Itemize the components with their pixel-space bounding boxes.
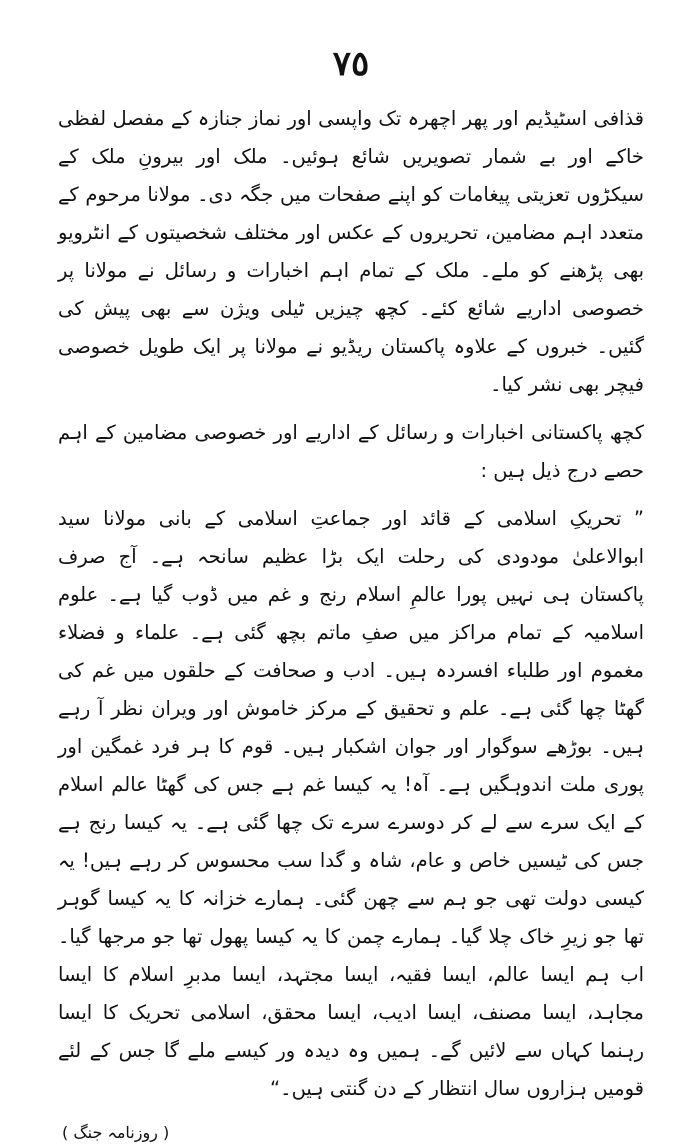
page-number: ٧٥ — [332, 44, 370, 84]
paragraph-coverage: قذافی اسٹیڈیم اور پھر اچھرہ تک واپسی اور نماز جنازہ کے مفصل لفظی خاکے اور بے شمار تصویریں شائع ہوئیں۔ ملک اور بیرونِ ملک کے سیکڑوں تعزیتی پیغامات کو اپنے صفحات میں جگہ دی۔ مولانا مرحوم کے متعدد اہم مضامین، تحریروں کے عکس اور مختلف شخصیتوں کے انٹرویو بھی پڑھنے کو ملے۔ ملک کے تمام اہم اخبارات و رسائل نے مولانا پر خصوصی اداریے شائع کئے۔ کچھ چیزیں ٹیلی ویژن سے بھی پیش کی گئیں۔ خبروں کے علاوہ پاکستان ریڈیو نے مولانا پر ایک طویل خصوصی فیچر بھی نشر کیا۔ — [58, 107, 644, 396]
page-body — [58, 100, 644, 1108]
editorial-quote: ” تحریکِ اسلامی کے قائد اور جماعتِ اسلامی کے بانی مولانا سید ابوالاعلیٰ مودودی کی رحلت ایک بڑا عظیم سانحہ ہے۔ آج صرف پاکستان ہی نہیں پورا عالمِ اسلام رنج و غم میں ڈوب گیا ہے۔ علوم اسلامیہ کے تمام مراکز میں صفِ ماتم بچھ گئی ہے۔ علماء و فضلاء مغموم اور طلباء افسردہ ہیں۔ ادب و صحافت کے حلقوں میں غم کی گھٹا چھا گئی ہے۔ علم و تحقیق کے مرکز خاموش اور ویران نظر آ رہے ہیں۔ بوڑھے سوگوار اور جوان اشکبار ہیں۔ قوم کا ہر فرد غمگین اور پوری ملت اندوہگیں ہے۔ آہ! یہ کیسا غم ہے جس کی گھٹا عالم اسلام کے ایک سرے سے لے کر دوسرے سرے تک چھا گئی ہے۔ یہ کیسا رنج ہے جس کی ٹیسیں خاص و عام، شاہ و گدا سب محسوس کر رہے ہیں! یہ کیسی دولت تھی جو ہم سے چھن گئی۔ ہمارے خزانہ کا یہ کیسا گوہر تھا جو زیرِ خاک چلا گیا۔ ہمارے چمن کا یہ کیسا پھول تھا جو مرجھا گیا۔ اب ہم ایسا عالم، ایسا فقیہ، ایسا مجتہد، ایسا مدبرِ اسلام کا ایسا مجاہد، ایسا مصنف، ایسا ادیب، ایسا محقق، اسلامی تحریک کا ایسا رہنما کہاں سے لائیں گے۔ ہمیں وہ دیدہ ور کیسے ملے گا جس کے لئے قومیں ہزاروں سال انتظار کے دن گنتی ہیں۔“ — [58, 507, 644, 1100]
quote-source: ( روزنامہ جنگ ) — [62, 1123, 170, 1142]
paragraph-intro: کچھ پاکستانی اخبارات و رسائل کے اداریے اور خصوصی مضامین کے اہم حصے درج ذیل ہیں : — [58, 421, 644, 482]
